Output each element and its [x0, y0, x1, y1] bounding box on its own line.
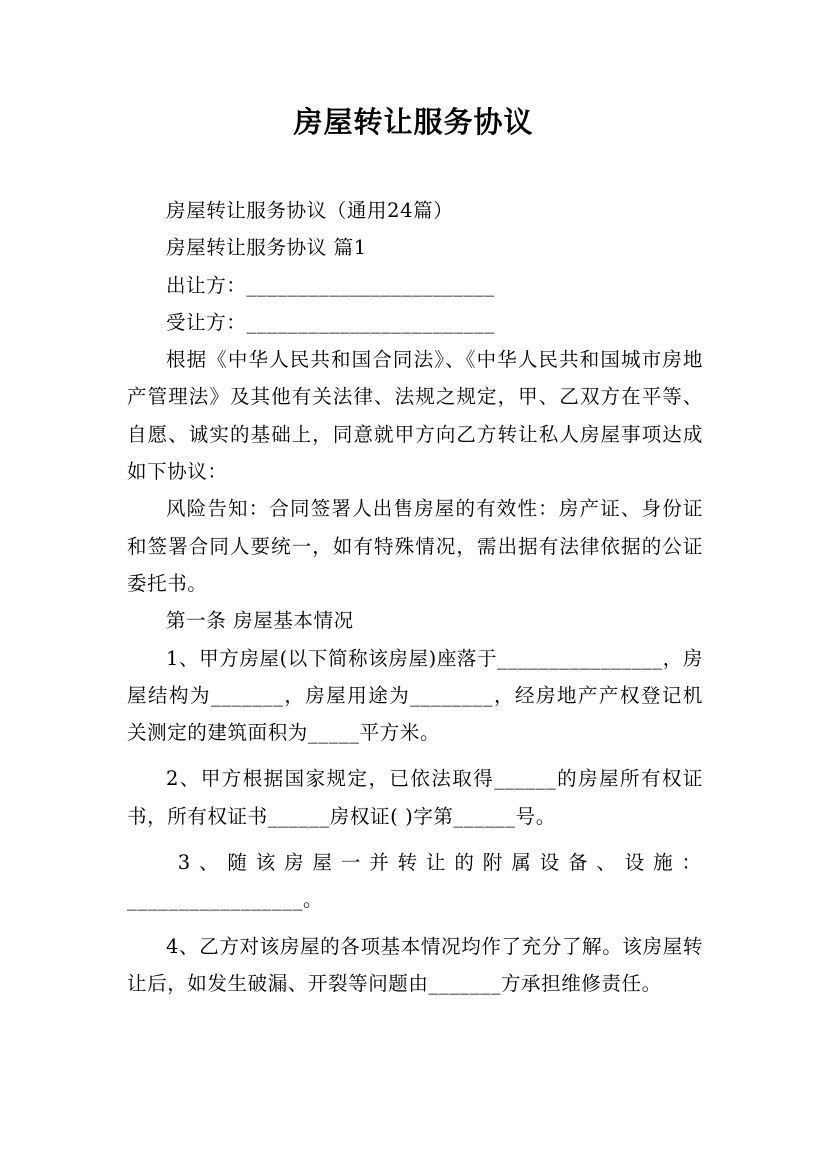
- subtitle-line: 房屋转让服务协议（通用24篇）: [166, 199, 454, 222]
- basis-paragraph: 根据《中华人民共和国合同法》、《中华人民共和国城市房地产管理法》及其他有关法律、法规之规定，甲、乙双方在平等、自愿、诚实的基础上，同意就甲方向乙方转让私人房屋事项达成如下协议：: [127, 348, 703, 484]
- section-heading: 房屋转让服务协议 篇1: [166, 236, 367, 260]
- transferor-field: 出让方：________________________: [166, 273, 495, 297]
- document-title: 房屋转让服务协议: [293, 105, 534, 139]
- clause-item-3-line-2: _________________。: [127, 888, 324, 912]
- risk-notice-paragraph: 风险告知：合同签署人出售房屋的有效性：房产证、身份证和签署合同人要统一，如有特殊情况，需出据有法律依据的公证委托书。: [127, 497, 703, 595]
- clause-item-1: 1、甲方房屋(以下简称该房屋)座落于________________，房屋结构为_______，房屋用途为________，经房地产产权登记机关测定的建筑面积为_____平方米。: [127, 646, 703, 745]
- transferee-field: 受让方：________________________: [166, 310, 495, 334]
- document-body: [127, 192, 703, 1002]
- article-one-heading: 第一条 房屋基本情况: [166, 609, 354, 633]
- clause-item-2: 2、甲方根据国家规定，已依法取得______的房屋所有权证书，所有权证书______房权证( )字第______号。: [127, 767, 703, 828]
- clause-item-3-line-1: 3、随该房屋一并转让的附属设备、设施：: [177, 851, 703, 875]
- clause-item-4: 4、乙方对该房屋的各项基本情况均作了充分了解。该房屋转让后，如发生破漏、开裂等问题由_______方承担维修责任。: [127, 934, 703, 995]
